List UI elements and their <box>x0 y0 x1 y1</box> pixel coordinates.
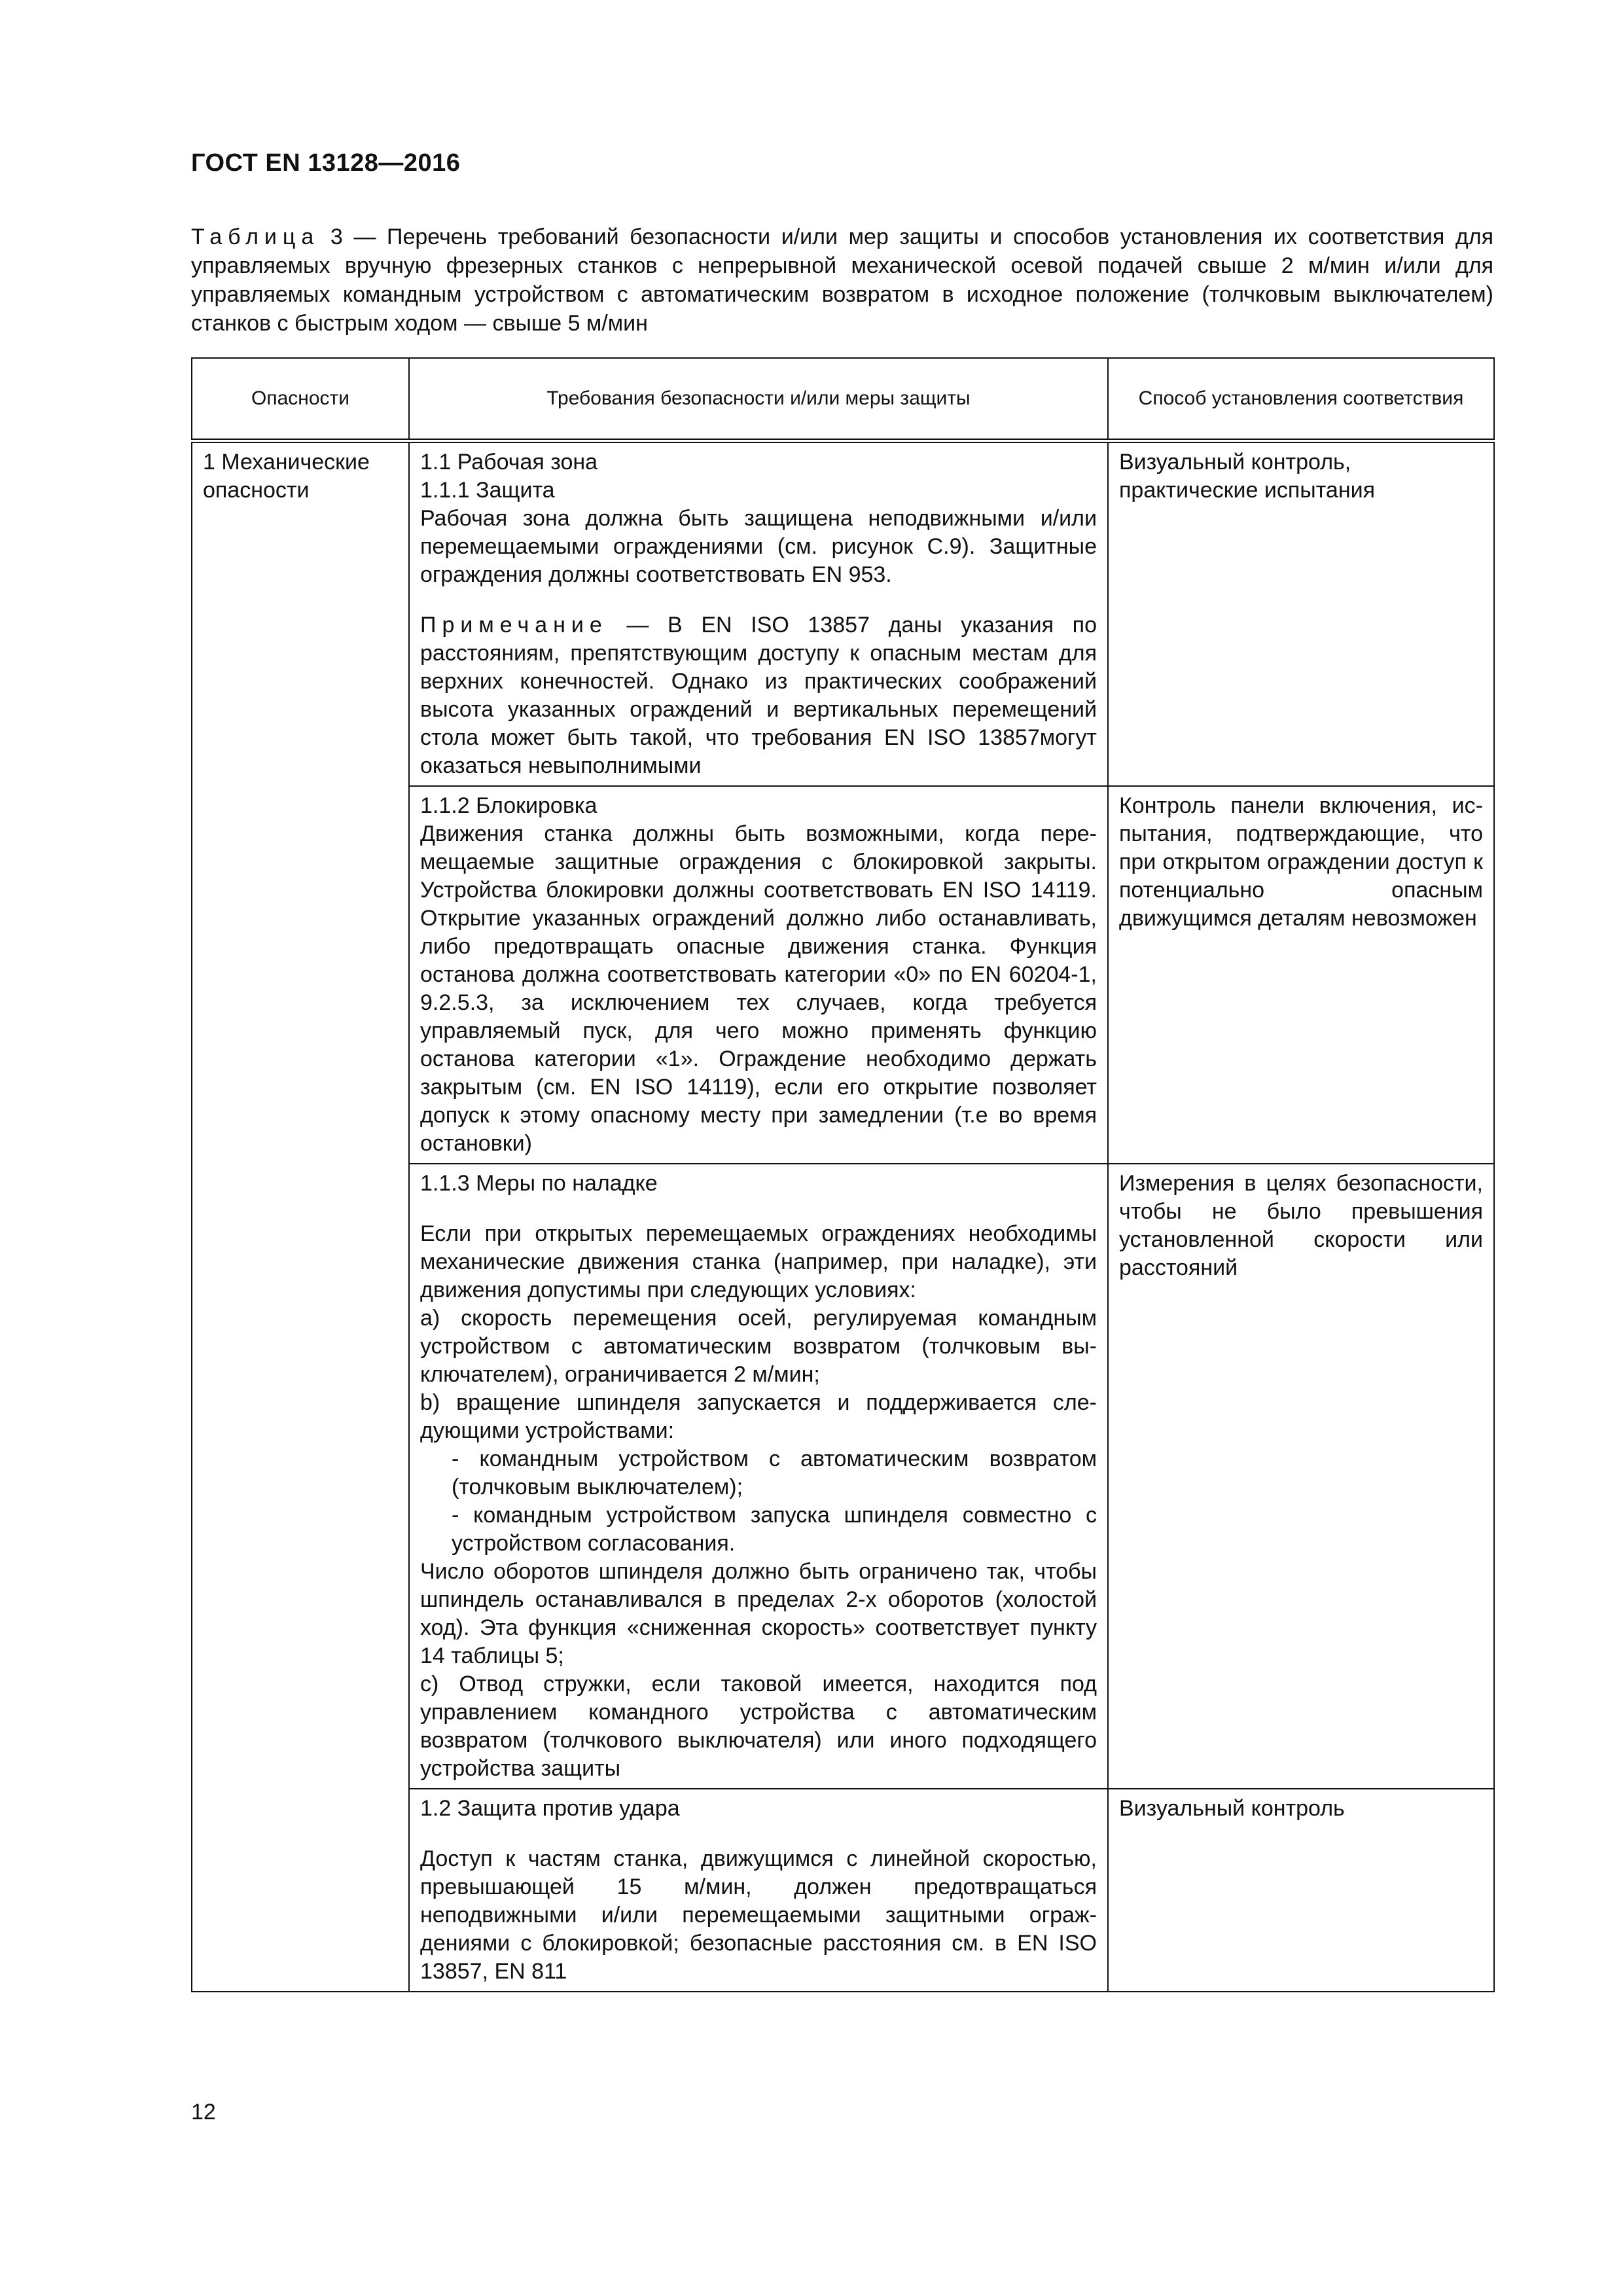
req-text: Рабочая зона должна быть защищена неподвижными и/или перемещаемыми ограждениями (см. рисунок С.9). Защитные ограждения должны соответствовать EN 953. <box>420 506 1097 587</box>
method-cell: Визуальный контроль <box>1108 1789 1494 1992</box>
requirement-cell <box>409 441 1108 787</box>
caption-lead: Таблица <box>191 224 320 249</box>
req-text: - командным устройством запуска шпинделя совместно с устройством согласования. <box>452 1503 1097 1556</box>
requirement-cell <box>409 1789 1108 1992</box>
note-text <box>420 611 1097 780</box>
column-header-hazards: Опасности <box>192 358 409 441</box>
method-cell: Контроль панели включения, испытания, подтверждающие, что при открытом ограждении доступ к потенциально опасным движущимся деталям невозможен <box>1108 786 1494 1164</box>
req-text: - командным устройством с автоматическим возвратом (толчковым выключателем); <box>452 1446 1097 1499</box>
table-caption <box>191 223 1493 338</box>
method-cell: Измерения в целях безопасности, чтобы не было превышения установленной скорости или расстояний <box>1108 1164 1494 1789</box>
req-text: a) скорость перемещения осей, регулируемая командным устройством с автоматическим возвратом (толчковым выключателем), ограничивается 2 м/мин; <box>420 1306 1097 1387</box>
method-cell: Визуальный контроль, практические испытания <box>1108 441 1494 787</box>
req-title: 1.2 Защита против удара <box>420 1796 680 1821</box>
column-header-requirements: Требования безопасности и/или меры защиты <box>409 358 1108 441</box>
requirement-cell <box>409 1164 1108 1789</box>
table-row <box>192 441 1494 787</box>
page-number: 12 <box>191 2100 216 2125</box>
req-text: 1.1.1 Защита <box>420 478 555 503</box>
hazard-cell: 1 Механические опасности <box>192 441 409 1992</box>
req-text: c) Отвод стружки, если таковой имеется, находится под управлением командного устройства с автоматическим возвратом (толчкового выключателя) или иного подходящего устройства защиты <box>420 1672 1097 1781</box>
req-text: Движения станка должны быть возможными, когда перемещаемые защитные ограждения с блокировкой закрыты. Устройства блокировки должны соответствовать EN ISO 14119. Открытие указанных ограждений должно либо останавливать, либо предотвращать опасные движения станка. Функция останова должна соответствовать категории «0» по EN 60204-1, 9.2.5.3, за исключением тех случаев, когда требуется управляемый пуск, для чего можно применять функцию останова категории «1». Ограждение необходимо держать закрытым (см. EN ISO 14119), если его открытие позволяет допуск к этому опасному месту при замедлении (т.е во время остановки) <box>420 821 1097 1156</box>
requirements-table <box>191 357 1495 1992</box>
requirement-cell <box>409 786 1108 1164</box>
column-header-method: Способ установления соответствия <box>1108 358 1494 441</box>
note-lead: Примечание <box>420 613 608 637</box>
caption-text: 3 — Перечень требований безопасности и/или мер защиты и способов установления их соответствия для управляемых вручную фрезерных станков с непрерывной механической осевой подачей свыше 2 м/мин и/или для управляемых командным устройством с автоматическим возвратом в исходное положение (толчковым выключателем) станков с быстрым ходом — свыше 5 м/мин <box>191 224 1493 336</box>
req-text: 1.1.2 Блокировка <box>420 793 597 818</box>
req-title: 1.1.3 Меры по наладке <box>420 1171 658 1196</box>
req-text: 1.1 Рабочая зона <box>420 450 598 475</box>
req-text: Если при открытых перемещаемых ограждениях необходимы механические движения станка (например, при наладке), эти движения допустимы при следующих условиях: <box>420 1221 1097 1302</box>
req-text: Число оборотов шпинделя должно быть ограничено так, чтобы шпиндель останавливался в пределах 2-х оборотов (холостой ход). Эта функция «сниженная скорость» соответствует пункту 14 таблицы 5; <box>420 1559 1097 1668</box>
table-header-row <box>192 358 1494 441</box>
note-body: — В EN ISO 13857 даны указания по расстояниям, препятствующим доступу к опасным местам для верхних конечностей. Однако из практических соображений высота указанных ограждений и вертикальных перемещений стола может быть такой, что требования EN ISO 13857могут оказаться невыполнимыми <box>420 613 1097 778</box>
req-text: Доступ к частям станка, движущимся с линейной скоростью, превышающей 15 м/мин, должен предотвращаться неподвижными и/или перемещаемыми защитными ограждениями с блокировкой; безопасные расстояния см. в EN ISO 13857, EN 811 <box>420 1846 1097 1984</box>
req-text: b) вращение шпинделя запускается и поддерживается следующими устройствами: <box>420 1390 1097 1443</box>
document-header: ГОСТ EN 13128—2016 <box>191 149 461 177</box>
